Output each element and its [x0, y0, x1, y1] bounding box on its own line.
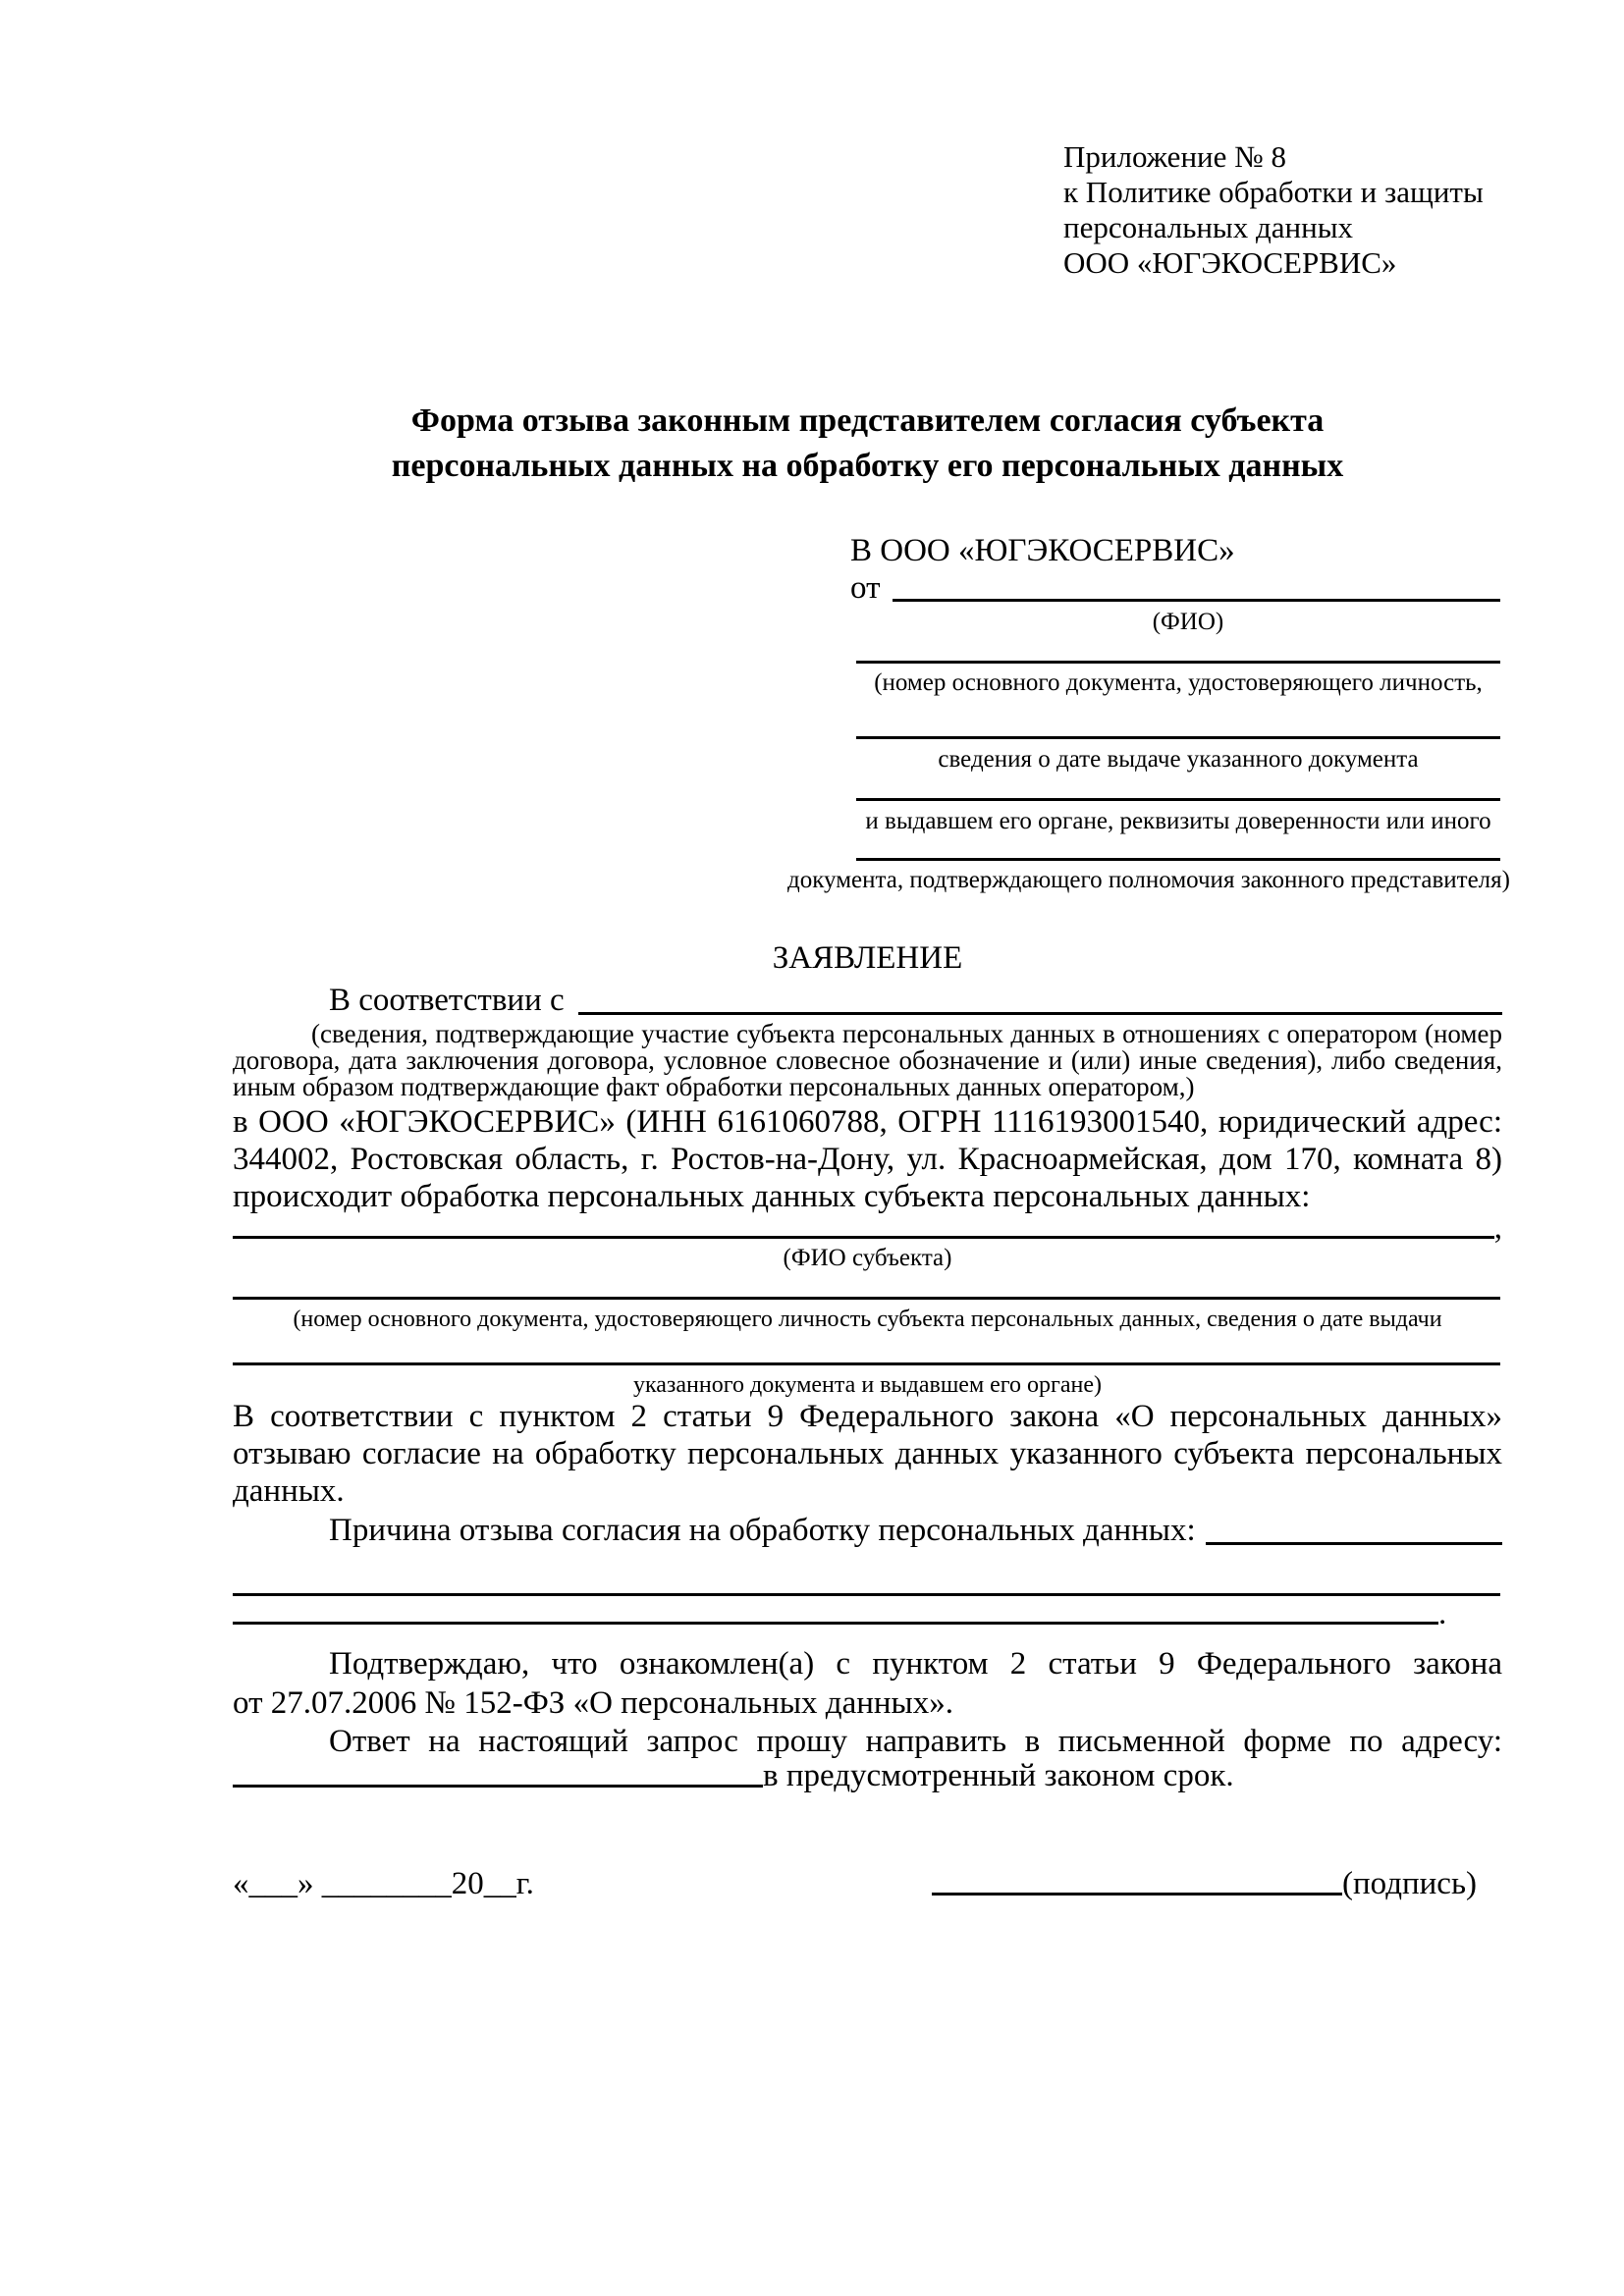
- reason-input-line[interactable]: [1206, 1512, 1502, 1545]
- fio-caption: (ФИО): [1152, 609, 1224, 635]
- withdraw-paragraph-line: данных.: [233, 1473, 345, 1509]
- from-label: от: [850, 570, 881, 606]
- subject-fio-line[interactable]: [233, 1209, 1494, 1239]
- withdraw-paragraph-line: отзываю согласие на обработку персональных данных указанного субъекта персональных: [233, 1436, 1502, 1471]
- date-blank[interactable]: «___» ________20__г.: [233, 1866, 534, 1901]
- addressee-organization: В ООО «ЮГЭКОСЕРВИС»: [850, 533, 1235, 568]
- page-title: [233, 399, 1502, 489]
- reply-address-row: [233, 1757, 1502, 1793]
- operator-paragraph: [233, 1103, 1502, 1215]
- operator-paragraph-line: в ООО «ЮГЭКОСЕРВИС» (ИНН 6161060788, ОГРН 1116193001540, юридический адрес:: [233, 1104, 1502, 1140]
- reply-paragraph: Ответ на настоящий запрос прошу направить в письменной форме по адресу:: [329, 1724, 1502, 1759]
- page-title-line: Форма отзыва законным представителем согласия субъекта: [410, 402, 1325, 439]
- reason-row: [233, 1512, 1502, 1548]
- representative-doc-line-2[interactable]: [856, 710, 1500, 739]
- reason-extra-line-2[interactable]: [233, 1595, 1438, 1625]
- representative-doc-line-3[interactable]: [856, 774, 1500, 801]
- representative-doc-line-4[interactable]: [856, 833, 1500, 861]
- fio-input-line[interactable]: [893, 569, 1501, 602]
- appendix-line: персональных данных: [1063, 210, 1354, 244]
- appendix-line: ООО «ЮГЭКОСЕРВИС»: [1063, 245, 1397, 280]
- page-title-line: персональных данных на обработку его персональных данных: [391, 448, 1344, 484]
- signature-row: [932, 1865, 1487, 1901]
- reason-extra-row-2: [233, 1595, 1502, 1631]
- reason-label: Причина отзыва согласия на обработку персональных данных:: [329, 1513, 1196, 1548]
- appendix-line: Приложение № 8: [1063, 139, 1286, 174]
- subject-doc-line-2[interactable]: [233, 1335, 1500, 1365]
- intro-label: В соответствии с: [329, 983, 565, 1018]
- confirm-paragraph-line: от 27.07.2006 № 152-ФЗ «О персональных данных».: [233, 1685, 953, 1721]
- intro-row: [233, 982, 1502, 1018]
- from-row: [850, 569, 1500, 606]
- operator-paragraph-line: 344002, Ростовская область, г. Ростов-на-Дону, ул. Красноармейская, дом 170, комната 8): [233, 1142, 1502, 1177]
- representative-doc-caption-4: документа, подтверждающего полномочия законного представителя): [787, 867, 1510, 893]
- representative-doc-caption-1: (номер основного документа, удостоверяющего личность,: [874, 669, 1483, 696]
- reply-tail: в предусмотренный законом срок.: [763, 1758, 1234, 1793]
- appendix-line: к Политике обработки и защиты: [1063, 175, 1484, 209]
- subject-fio-caption: (ФИО субъекта): [783, 1245, 952, 1271]
- reason-extra-line-1[interactable]: [233, 1565, 1500, 1596]
- appendix-block: [1063, 139, 1525, 281]
- withdraw-paragraph: [233, 1398, 1502, 1510]
- reply-address-line[interactable]: [233, 1757, 763, 1788]
- representative-doc-line-1[interactable]: [856, 634, 1500, 664]
- statement-heading: ЗАЯВЛЕНИЕ: [772, 940, 963, 976]
- representative-doc-caption-3: и выдавшем его органе, реквизиты доверенности или иного: [865, 808, 1491, 834]
- subject-fio-row: [233, 1209, 1502, 1246]
- confirm-paragraph-line: Подтверждаю, что ознакомлен(а) с пунктом 2 статьи 9 Федерального закона: [329, 1646, 1502, 1682]
- operator-paragraph-line: происходит обработка персональных данных субъекта персональных данных:: [233, 1179, 1311, 1214]
- reason-extra-trailing: .: [1438, 1596, 1447, 1631]
- subject-doc-caption-1: (номер основного документа, удостоверяющего личность субъекта персональных данных, сведения о дате выдачи: [293, 1307, 1442, 1332]
- basis-input-line[interactable]: [578, 982, 1502, 1015]
- confirm-paragraph: [233, 1644, 1502, 1723]
- intro-note: (сведения, подтверждающие участие субъекта персональных данных в отношениях с оператором (номер договора, дата заключения договора, условное словесное обозначение и (или) иные сведения), либо сведения, иным образом подтверждающие факт обработки персональных данных оператором,): [233, 1019, 1502, 1101]
- subject-doc-line-1[interactable]: [233, 1268, 1500, 1300]
- representative-doc-caption-2: сведения о дате выдаче указанного документа: [938, 746, 1419, 773]
- withdraw-paragraph-line: В соответствии с пунктом 2 статьи 9 Федерального закона «О персональных данных»: [233, 1399, 1502, 1434]
- subject-doc-caption-2: указанного документа и выдавшем его органе): [632, 1372, 1103, 1398]
- subject-fio-trailing: ,: [1493, 1210, 1502, 1246]
- signature-line[interactable]: [932, 1865, 1342, 1896]
- signature-caption: (подпись): [1342, 1866, 1477, 1901]
